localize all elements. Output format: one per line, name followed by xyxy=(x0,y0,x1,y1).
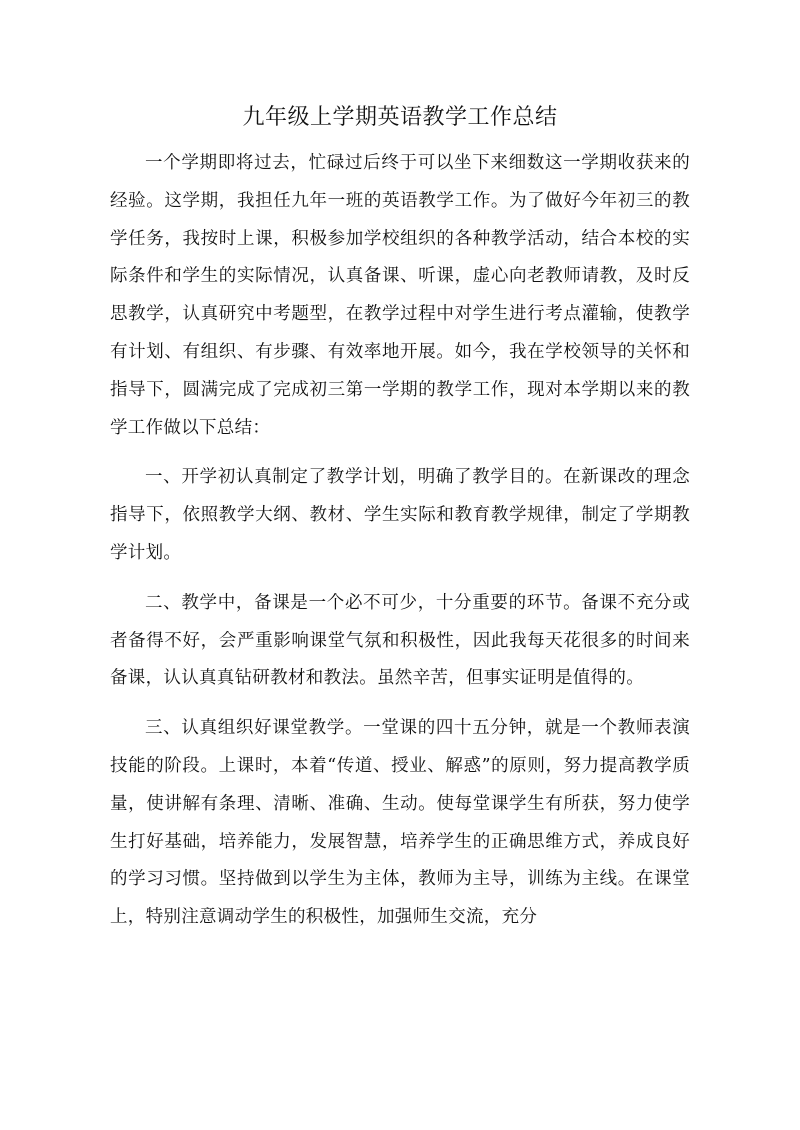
paragraph-intro: 一个学期即将过去，忙碌过后终于可以坐下来细数这一学期收获来的经验。这学期，我担任九年一班的英语教学工作。为了做好今年初三的教学任务，我按时上课，积极参加学校组织的各种教学活动，结合本校的实际条件和学生的实际情况，认真备课、听课，虚心向老教师请教，及时反思教学，认真研究中考题型，在教学过程中对学生进行考点灌输，使教学有计划、有组织、有步骤、有效率地开展。如今，我在学校领导的关怀和指导下，圆满完成了完成初三第一学期的教学工作，现对本学期以来的教学工作做以下总结： xyxy=(110,153,690,438)
paragraph-point-2: 二、教学中，备课是一个必不可少，十分重要的环节。备课不充分或者备得不好，会严重影响课堂气氛和积极性，因此我每天花很多的时间来备课，认认真真钻研教材和教法。虽然辛苦，但事实证明是值得的。 xyxy=(110,592,690,689)
paragraph-point-3: 三、认真组织好课堂教学。一堂课的四十五分钟，就是一个教师表演技能的阶段。上课时，本着“传道、授业、解惑”的原则，努力提高教学质量，使讲解有条理、清晰、准确、生动。使每堂课学生有所获，努力使学生打好基础，培养能力，发展智慧，培养学生的正确思维方式，养成良好的学习习惯。坚持做到以学生为主体，教师为主导，训练为主线。在课堂上，特别注意调动学生的积极性，加强师生交流，充分 xyxy=(110,718,690,928)
paragraph-point-1: 一、开学初认真制定了教学计划，明确了教学目的。在新课改的理念指导下，依照教学大纲、教材、学生实际和教育教学规律，制定了学期教学计划。 xyxy=(110,467,690,563)
document-title: 九年级上学期英语教学工作总结 xyxy=(242,105,558,130)
document-body xyxy=(110,145,690,949)
